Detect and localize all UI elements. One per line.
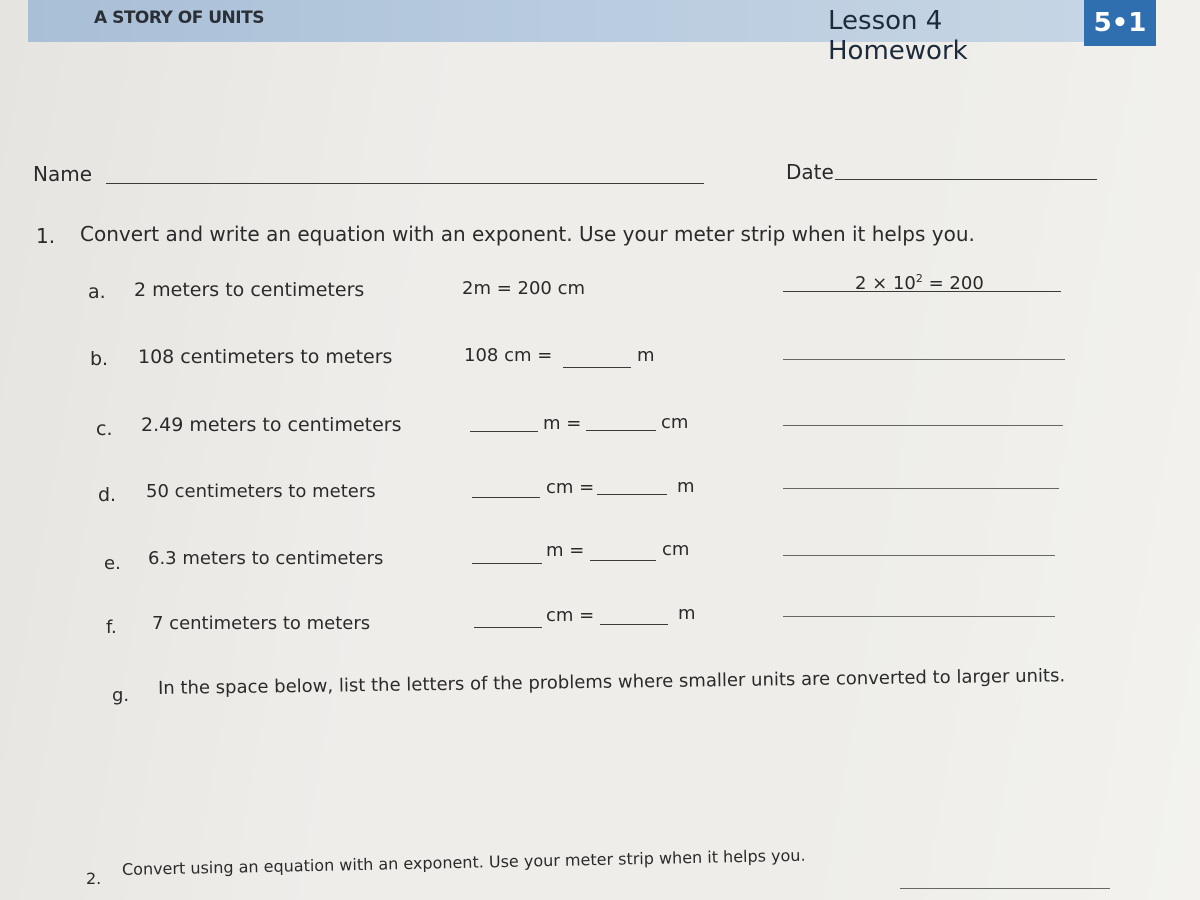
problem-2-line[interactable] bbox=[900, 888, 1110, 889]
problem-1-instruction: Convert and write an equation with an exponent. Use your meter strip when it helps you. bbox=[80, 222, 975, 246]
item-f-letter: f. bbox=[106, 617, 117, 638]
item-a-eq-base: 2 × 10 bbox=[855, 273, 916, 294]
item-d-blank-right[interactable] bbox=[597, 494, 667, 495]
problem-2-number: 2. bbox=[86, 869, 102, 888]
item-f-prompt: 7 centimeters to meters bbox=[152, 613, 371, 634]
item-d-prompt: 50 centimeters to meters bbox=[146, 481, 376, 502]
item-e-letter: e. bbox=[104, 553, 121, 574]
curriculum-title: A STORY OF UNITS bbox=[94, 8, 264, 28]
item-f-blank-left[interactable] bbox=[474, 627, 542, 628]
item-a-letter: a. bbox=[88, 281, 106, 303]
item-c-letter: c. bbox=[96, 418, 113, 440]
item-e-prompt: 6.3 meters to centimeters bbox=[148, 548, 384, 569]
lesson-title: Lesson 4 Homework bbox=[828, 6, 968, 66]
item-d-blank-left[interactable] bbox=[472, 497, 540, 498]
item-c-blank-right[interactable] bbox=[586, 430, 656, 431]
name-field[interactable] bbox=[106, 183, 704, 184]
item-a-equation-line[interactable] bbox=[783, 291, 1061, 292]
item-e-blank-right[interactable] bbox=[590, 560, 656, 561]
item-c-prompt: 2.49 meters to centimeters bbox=[141, 414, 402, 436]
item-c-equation-line[interactable] bbox=[783, 425, 1063, 426]
item-f-blank-right[interactable] bbox=[600, 624, 668, 625]
header-bar bbox=[28, 0, 1088, 66]
problem-1-number: 1. bbox=[36, 224, 56, 248]
item-b-letter: b. bbox=[90, 348, 109, 370]
item-f-unit: m bbox=[678, 603, 696, 624]
item-d-letter: d. bbox=[98, 484, 117, 506]
item-d-left: cm = bbox=[546, 477, 595, 498]
item-c-blank-left[interactable] bbox=[470, 431, 538, 432]
item-a-eq-rest: = 200 bbox=[922, 273, 984, 294]
item-g-letter: g. bbox=[112, 685, 130, 706]
item-b-left: 108 cm = bbox=[464, 345, 553, 366]
item-f-equation-line[interactable] bbox=[783, 616, 1055, 617]
item-d-equation-line[interactable] bbox=[783, 488, 1059, 489]
item-e-equation-line[interactable] bbox=[783, 555, 1055, 556]
date-field[interactable] bbox=[835, 179, 1097, 180]
item-f-left: cm = bbox=[546, 605, 595, 626]
item-e-unit: cm bbox=[662, 539, 690, 560]
module-badge: 5•1 bbox=[1084, 0, 1156, 46]
item-g-instruction: In the space below, list the letters of the problems where smaller units are converted to larger units. bbox=[157, 665, 1066, 699]
item-d-unit: m bbox=[677, 476, 695, 497]
item-c-unit: cm bbox=[661, 412, 689, 433]
date-label: Date bbox=[786, 160, 834, 184]
item-c-left: m = bbox=[543, 413, 582, 434]
problem-2-instruction: Convert using an equation with an exponent. Use your meter strip when it helps you. bbox=[121, 845, 806, 879]
item-b-prompt: 108 centimeters to meters bbox=[138, 346, 393, 368]
item-b-unit: m bbox=[637, 345, 655, 366]
item-b-equation-line[interactable] bbox=[783, 359, 1065, 360]
item-e-left: m = bbox=[546, 540, 585, 561]
item-a-eq-exp: 2 bbox=[915, 272, 923, 285]
name-label: Name bbox=[33, 162, 93, 186]
item-a-answer: 2m = 200 cm bbox=[462, 278, 586, 299]
item-b-blank[interactable] bbox=[563, 367, 631, 368]
item-e-blank-left[interactable] bbox=[472, 563, 542, 564]
item-a-prompt: 2 meters to centimeters bbox=[134, 279, 365, 301]
